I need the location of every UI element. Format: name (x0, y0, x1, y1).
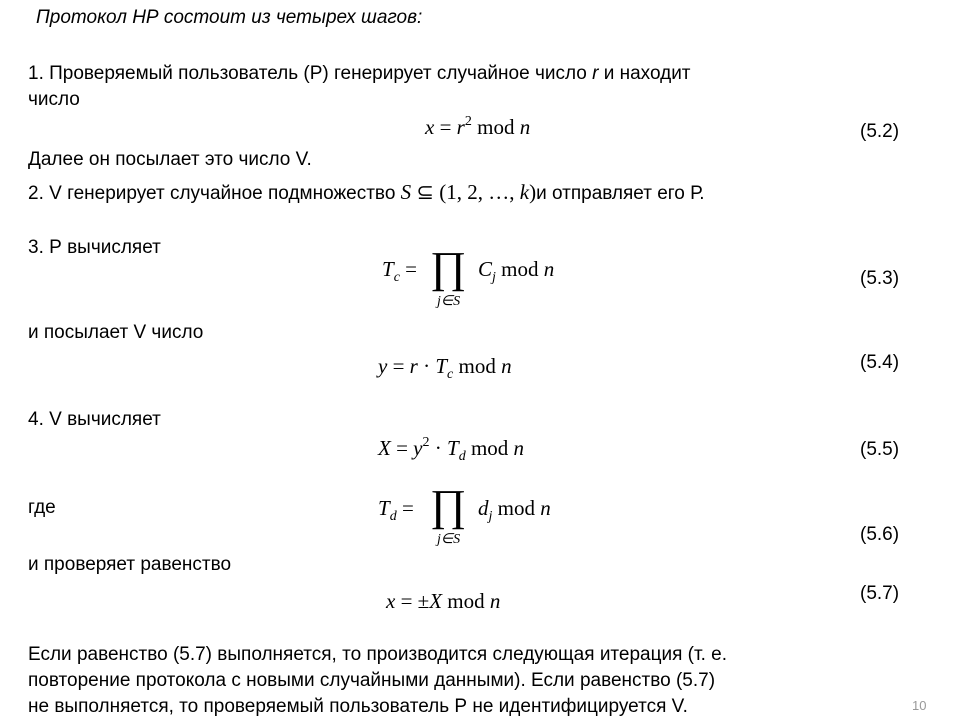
step3-text: 3. Р вычисляет (28, 237, 161, 258)
step2-start: 2. V генерирует случайное подмножество (28, 183, 396, 204)
product-symbol-5-6: ∏ (430, 481, 467, 530)
final-line-3: не выполняется, то проверяемый пользователь Р не идентифицируется V. (28, 696, 688, 717)
step1-r: r (592, 63, 599, 84)
then-send-text: Далее он посылает это число V. (28, 149, 312, 170)
formula-5-4: $y = r \cdot T_c$ mod n (378, 354, 512, 382)
subset-formula: S ⊆ (1, 2, …, k) (400, 180, 537, 204)
product-index-5-6: j∈S (437, 532, 461, 547)
step4-text: 4. V вычисляет (28, 409, 161, 430)
page-number: 10 (912, 698, 927, 713)
equation-number-5-5: (5.5) (860, 439, 900, 460)
equation-number-5-4: (5.4) (860, 352, 900, 373)
step2-end: и отправляет его Р. (536, 183, 705, 204)
step1-line1-end: и находит (603, 63, 691, 84)
equation-number-5-3: (5.3) (860, 268, 900, 289)
product-symbol-5-3: ∏ (430, 243, 467, 292)
formula-5-6-lhs: $T_d$ = (378, 496, 414, 524)
send-v-text: и посылает V число (28, 322, 204, 343)
formula-5-2: $x = r^2$ mod n (425, 114, 531, 139)
formula-5-7: x = ±X mod n (386, 589, 501, 613)
equation-number-5-7: (5.7) (860, 583, 900, 604)
step2-text (28, 181, 705, 205)
step1-text (28, 63, 691, 85)
formula-5-6-rhs: $d_j$ mod n (478, 496, 551, 524)
formula-5-5: $X = y^2 \cdot T_d$ mod n (378, 435, 525, 464)
where-text: где (28, 497, 56, 518)
formula-5-3-rhs: $C_j$ mod n (478, 257, 555, 285)
product-index-5-3: j∈S (437, 294, 461, 309)
slide-title: Протокол НР состоит из четырех шагов: (36, 7, 423, 28)
equation-number-5-2: (5.2) (860, 121, 900, 142)
check-text: и проверяет равенство (28, 554, 232, 575)
final-line-2: повторение протокола с новыми случайными данными). Если равенство (5.7) (28, 670, 716, 691)
step1-line2: число (28, 89, 80, 110)
final-line-1: Если равенство (5.7) выполняется, то производится следующая итерация (т. е. (28, 644, 728, 665)
equation-number-5-6: (5.6) (860, 524, 900, 545)
step1-line1: 1. Проверяемый пользователь (Р) генерирует случайное число (28, 63, 587, 84)
formula-5-3-lhs: $T_c$ = (382, 257, 417, 285)
